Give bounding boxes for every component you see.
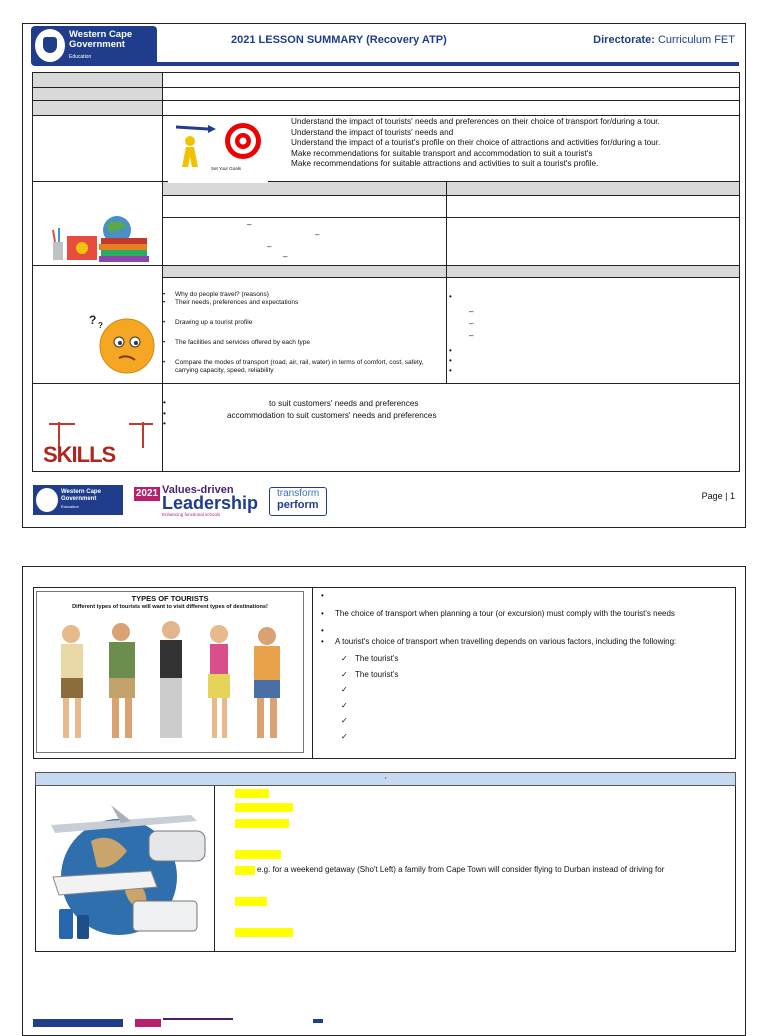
thinking-emoji-icon [89, 310, 155, 376]
highlight-2 [235, 803, 293, 812]
highlight-1 [235, 789, 269, 798]
tourists-figures-icon [43, 616, 297, 750]
meta-label-3 [33, 101, 163, 116]
footer-perform: perform [277, 499, 319, 511]
resources-right-1 [447, 196, 739, 218]
dart-caption: Set Your Goals [211, 166, 242, 171]
prior-right-dashes: – – – [469, 307, 474, 340]
prior-head-left [163, 266, 447, 278]
example-text: e.g. for a weekend getaway (Sho't Left) a family from Cape Town will consider flying to Durban instead of driving for [257, 865, 665, 874]
prior-knowledge-list [163, 291, 439, 375]
footer-transform: transform [277, 488, 320, 499]
skill-1: to suit customers' needs and preferences [269, 399, 419, 408]
lesson-page-1 [22, 23, 746, 528]
meta-label-2 [33, 88, 163, 101]
highlight-5 [235, 866, 255, 875]
footer-values: Values-driven [162, 484, 234, 496]
resources-head-right [447, 182, 739, 196]
prior-head-right [447, 266, 739, 278]
skills-word: SKILLS [43, 442, 116, 467]
footer-values-partial [163, 1018, 233, 1020]
highlight-4 [235, 850, 281, 859]
footer-logo-partial [33, 1019, 123, 1027]
section-bar: , [35, 772, 736, 786]
meta-label-1 [33, 73, 163, 88]
tourist-types-image [36, 591, 304, 753]
check-5 [319, 716, 676, 727]
footer-year-partial [135, 1019, 161, 1027]
footer-crest-icon [36, 488, 58, 512]
tourists-subtitle: Different types of tourists will want to visit different types of destinations! [72, 604, 268, 610]
tourists-title: TYPES OF TOURISTS [131, 594, 209, 603]
svg-text:?: ? [89, 313, 97, 327]
books-icon [47, 212, 151, 264]
resource-dash-1: – [247, 220, 252, 229]
footer-logo-line2: Government [61, 496, 97, 502]
meta-value-3 [163, 101, 739, 116]
check-2: ✓ The tourist's [319, 670, 676, 681]
lesson-page-2 [22, 566, 746, 1036]
objective-1: Understand the impact of tourists' needs and preferences on their choice of transport for/during a tour. [291, 117, 660, 126]
objective-3: Understand the impact of a tourist's profile on their choice of attractions and activities for/during a tour. [291, 138, 661, 147]
header-rule [157, 62, 739, 66]
prior-right-bullet: • [449, 292, 452, 301]
divider [312, 587, 313, 759]
resource-dash-2: – [315, 230, 320, 239]
objectives-list [291, 117, 660, 170]
check-1: ✓ The tourist's [319, 654, 676, 665]
prior-item-5: • Compare the modes of transport (road, air, rail, water) in terms of comfort, cost, safety, carrying capacity, speed, reliability [163, 359, 439, 375]
train-icon [149, 831, 205, 861]
logo-line1: Western Cape [69, 29, 133, 40]
divider-2 [214, 786, 215, 952]
crest-icon [35, 29, 65, 62]
skills-bullets: • • • [163, 398, 166, 428]
prior-item-3: • Drawing up a tourist profile [163, 319, 439, 327]
footer-logo-sub: Education [61, 504, 79, 509]
resource-dash-3: – [267, 242, 272, 251]
transport-choice-list [319, 591, 676, 742]
check-3 [319, 685, 676, 696]
bullet-1 [319, 591, 676, 602]
directorate-label: Directorate: [593, 34, 655, 46]
objectives-label [33, 116, 163, 182]
meta-value-1 [163, 73, 739, 88]
footer-leadership: Leadership [162, 493, 259, 513]
page-header [31, 26, 739, 66]
page-title: 2021 LESSON SUMMARY (Recovery ATP) [231, 34, 447, 46]
resources-right-2 [447, 218, 739, 266]
page-footer [31, 481, 739, 521]
objective-2: Understand the impact of tourists' needs and [291, 127, 454, 137]
highlight-6 [235, 897, 267, 906]
footer-year-badge: 2021 [135, 488, 159, 499]
highlight-7 [235, 928, 293, 937]
skill-2: accommodation to suit customers' needs and preferences [227, 411, 437, 420]
footer-vcss-partial [313, 1019, 323, 1023]
objective-4: Make recommendations for suitable transport and accommodation to suit a tourist's [291, 148, 593, 158]
bullet-4: • A tourist's choice of transport when travelling depends on various factors, including the following: [319, 637, 676, 648]
svg-text:?: ? [98, 321, 103, 330]
prior-right [447, 278, 739, 384]
logo-line2: Government [69, 39, 125, 50]
check-4 [319, 701, 676, 712]
footer-wcg-logo [33, 485, 123, 515]
prior-item-4: • The facilities and services offered by each type [163, 339, 439, 347]
bus-icon [133, 901, 197, 931]
prior-item-1: • Why do people travel? (reasons) [163, 291, 439, 299]
footer-enhancing: Enhancing functional schools [162, 512, 221, 517]
objective-5: Make recommendations for suitable attractions and activities to suit a tourist's profile. [291, 159, 599, 168]
resource-dash-4: – [283, 252, 288, 261]
check-6 [319, 732, 676, 743]
target-illustration [168, 119, 268, 183]
wcg-logo [31, 26, 157, 66]
resources-left-2 [163, 218, 447, 266]
prior-right-bullets: • • • [449, 346, 452, 375]
page-number: Page | 1 [701, 491, 735, 501]
prior-item-2: • Their needs, preferences and expectations [163, 299, 439, 307]
meta-value-2 [163, 88, 739, 101]
bullet-3 [319, 626, 676, 637]
skills-cell [163, 384, 739, 471]
highlight-3 [235, 819, 289, 828]
bullet-2: • The choice of transport when planning a tour (or excursion) must comply with the tourist's needs [319, 609, 676, 620]
directorate-value: Curriculum FET [657, 34, 735, 46]
suitcase-icon [59, 909, 73, 939]
transport-illustration [41, 791, 209, 947]
footer-logo-line1: Western Cape [61, 489, 101, 495]
directorate [593, 34, 735, 46]
resources-head-left [163, 182, 447, 196]
logo-sub: Education [69, 54, 92, 60]
resources-left-1 [163, 196, 447, 218]
